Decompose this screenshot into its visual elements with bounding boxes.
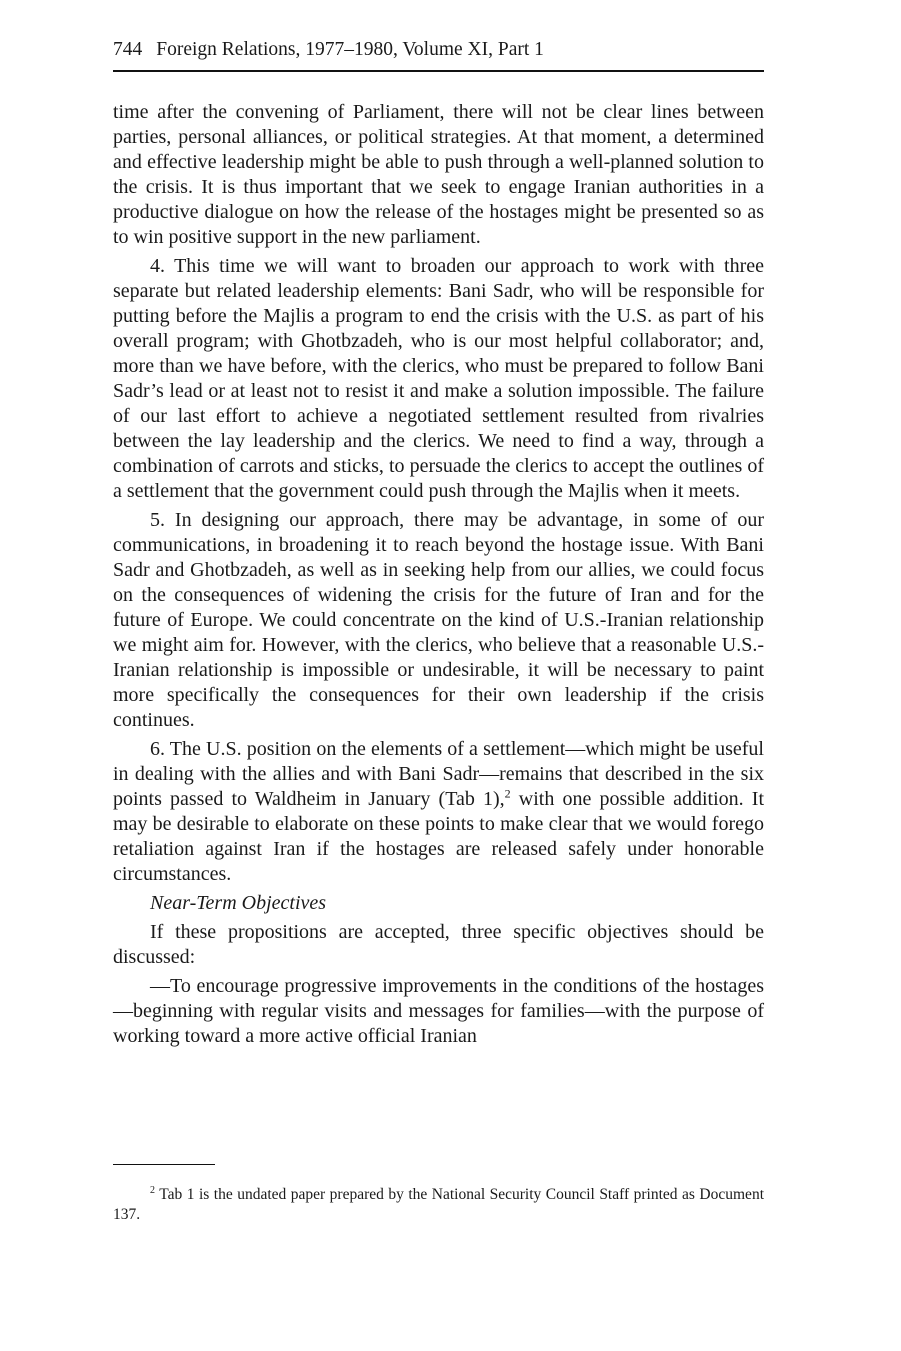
paragraph-continuation: time after the convening of Parliament, there will not be clear lines between parties, personal alliances, or political strategies. At that moment, a determined and effective leadership might be able to push through a well-planned solution to the crisis. It is thus important that we seek to engage Iranian authorities in a productive dialogue on how the release of the hostages might be presented so as to win positive support in the new parliament. [113,101,764,248]
paragraph-propositions: If these propositions are accepted, three specific objectives should be discussed: [113,921,764,968]
paragraph-6 [113,737,764,887]
paragraph-4: 4. This time we will want to broaden our approach to work with three separate but related leadership elements: Bani Sadr, who will be responsible for putting before the Majlis a program to end the crisis with the U.S. as part of his overall program; with Ghotbzadeh, who is our most helpful collaborator; and, more than we have before, with the clerics, who must be prepared to follow Bani Sadr’s lead or at least not to resist it and make a solution impossible. The failure of our last effort to achieve a negotiated settlement resulted from rivalries between the lay leadership and the clerics. We need to find a way, through a combination of carrots and sticks, to persuade the clerics to accept the outlines of a settlement that the government could push through the Majlis when it meets. [113,255,764,502]
paragraph-6-text: 6. The U.S. position on the elements of a settlement—which might be useful in dealing with the allies and with Bani Sadr—remains that described in the six points passed to Waldheim in January (Tab 1), [113,738,764,810]
footnote-text: Tab 1 is the undated paper prepared by the National Security Council Staff printed as Document 137. [113,1186,764,1223]
footnote-reference: 2 [504,786,511,801]
paragraph-6-text-continued: with one possible addition. It may be desirable to elaborate on these points to make clear that we would forego retaliation against Iran if the hostages are released safely under honorable circumstances. [113,788,764,885]
running-header [113,38,764,72]
paragraph-objective-1: —To encourage progressive improvements in the conditions of the hostages—beginning with regular visits and messages for families—with the purpose of working toward a more active official Iranian [113,975,764,1047]
footnote-divider [113,1164,215,1165]
running-title: Foreign Relations, 1977–1980, Volume XI, Part 1 [156,39,544,60]
page-number: 744 [113,39,143,60]
section-subheading: Near-Term Objectives [150,892,327,914]
paragraph-5: 5. In designing our approach, there may be advantage, in some of our communications, in broadening it to reach beyond the hostage issue. With Bani Sadr and Ghotbzadeh, as well as in seeking help from our allies, we could focus on the consequences of widening the crisis for the future of Iran and for the future of Europe. We could concentrate on the kind of U.S.-Iranian relationship we might aim for. However, with the clerics, who believe that a reasonable U.S.-Iranian relationship is impossible or undesirable, it will be necessary to paint more specifically the consequences for their own leadership if the crisis continues. [113,509,764,731]
footnote [113,1185,764,1225]
footnote-number: 2 [150,1184,155,1196]
page-body [113,100,764,1053]
